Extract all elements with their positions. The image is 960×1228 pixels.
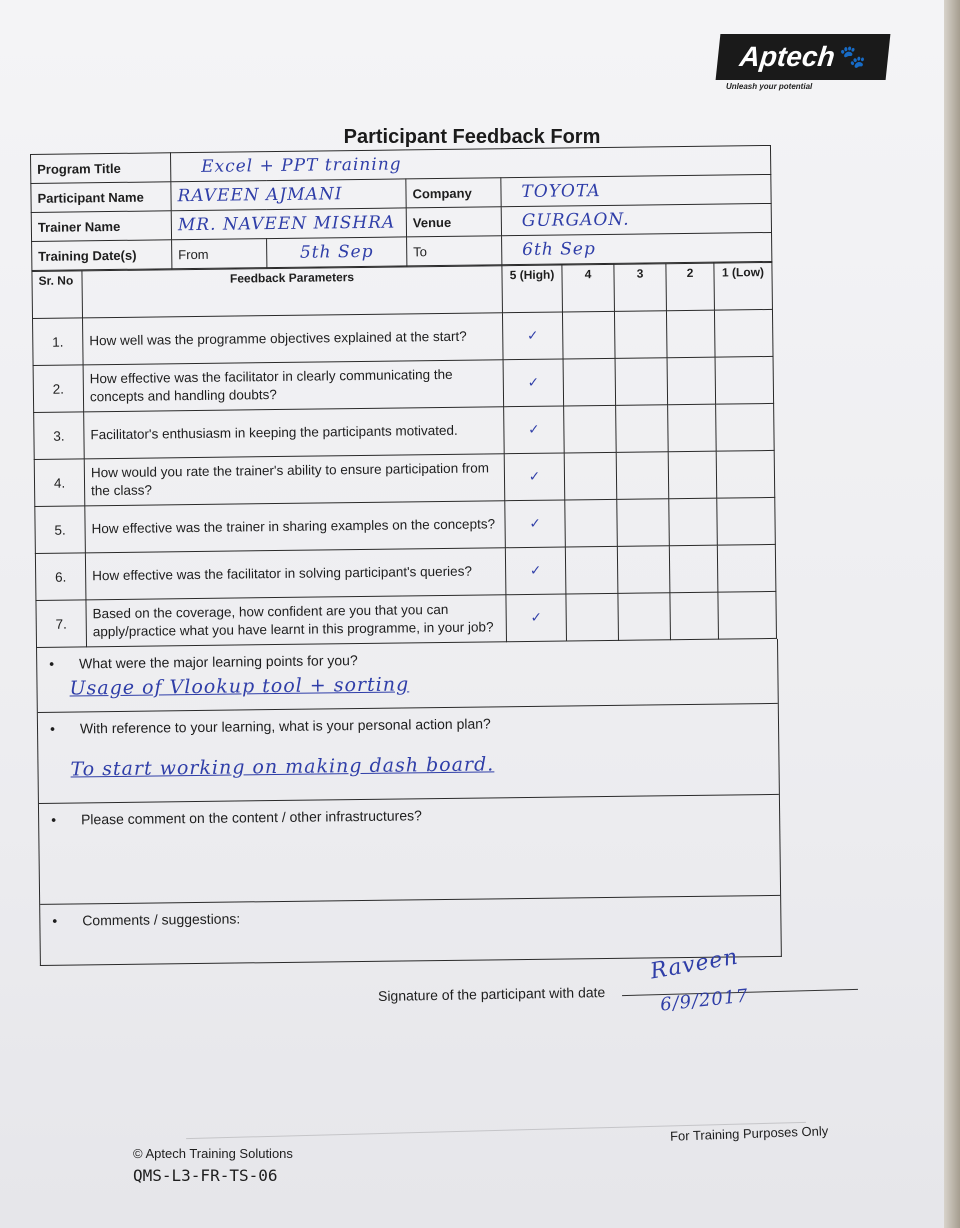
- bullet-icon: •: [49, 655, 55, 672]
- content-comment-section: [39, 795, 780, 905]
- action-plan-question: With reference to your learning, what is your personal action plan?: [79, 715, 491, 737]
- rating-cell-4[interactable]: [566, 593, 619, 641]
- feedback-question: Based on the coverage, how confident are you that you can apply/practice what you have learnt in this programme, in your job?: [86, 595, 507, 647]
- training-purpose-note: For Training Purposes Only: [669, 1123, 829, 1144]
- document-code: QMS-L3-FR-TS-06: [133, 1166, 278, 1185]
- rating-cell-5[interactable]: [505, 500, 566, 548]
- feedback-question: How effective was the facilitator in solving participant's queries?: [85, 548, 506, 600]
- check-icon: ✓: [527, 374, 540, 391]
- rating-cell-1[interactable]: [716, 450, 775, 498]
- action-plan-answer[interactable]: To start working on making dash board.: [70, 753, 495, 781]
- rating-cell-5[interactable]: [505, 547, 566, 595]
- suggestions-section: [40, 896, 781, 965]
- rating-cell-5[interactable]: [504, 406, 565, 454]
- company-value[interactable]: TOYOTA: [501, 174, 771, 206]
- rating-cell-2[interactable]: [666, 310, 715, 358]
- row-number: 7.: [36, 600, 87, 648]
- feedback-parameters-header: Feedback Parameters: [82, 266, 503, 318]
- rating-cell-3[interactable]: [616, 452, 669, 500]
- check-icon: ✓: [527, 327, 539, 344]
- participant-name-label: Participant Name: [31, 182, 171, 213]
- logo-text: Aptech: [738, 41, 837, 72]
- row-number: 3.: [34, 412, 85, 460]
- learning-points-section: [37, 639, 778, 713]
- feedback-form: [30, 145, 790, 954]
- program-title-value[interactable]: Excel + PPT training: [170, 145, 770, 181]
- signature-label: Signature of the participant with date: [377, 984, 606, 1004]
- rating-cell-2[interactable]: [668, 451, 717, 499]
- rating-cell-2[interactable]: [669, 545, 718, 593]
- rating-header-2: 2: [666, 263, 715, 311]
- rating-cell-1[interactable]: [716, 403, 775, 451]
- feedback-grid: [31, 262, 777, 648]
- rating-cell-4[interactable]: [565, 499, 618, 547]
- rating-cell-1[interactable]: [717, 497, 776, 545]
- rating-cell-1[interactable]: [718, 591, 777, 639]
- rating-cell-3[interactable]: [617, 546, 670, 594]
- check-icon: ✓: [528, 421, 540, 438]
- bullet-icon: •: [49, 720, 56, 737]
- sr-no-header: Sr. No: [32, 271, 83, 319]
- rating-cell-5[interactable]: [506, 594, 567, 642]
- feedback-row: [36, 591, 777, 647]
- check-icon: ✓: [530, 609, 542, 626]
- feedback-grid-body: [33, 309, 777, 647]
- rating-cell-3[interactable]: [614, 311, 667, 359]
- check-icon: ✓: [529, 562, 542, 579]
- feedback-question: How effective was the facilitator in clearly communicating the concepts and handling doubts?: [83, 360, 504, 412]
- rating-cell-4[interactable]: [564, 452, 617, 500]
- suggestions-question: Comments / suggestions:: [82, 910, 241, 929]
- feedback-question: How effective was the trainer in sharing examples on the concepts?: [85, 501, 506, 553]
- row-number: 6.: [35, 553, 86, 601]
- rating-cell-5[interactable]: [503, 359, 564, 407]
- rating-cell-1[interactable]: [717, 544, 776, 592]
- rating-header-5: 5 (High): [502, 265, 563, 313]
- rating-cell-1[interactable]: [714, 309, 773, 357]
- feedback-question: How well was the programme objectives explained at the start?: [83, 313, 504, 365]
- from-label: From: [172, 239, 267, 269]
- to-label: To: [407, 236, 502, 266]
- rating-cell-4[interactable]: [562, 311, 615, 359]
- feedback-question: Facilitator's enthusiasm in keeping the participants motivated.: [84, 407, 505, 459]
- info-table: [30, 145, 772, 271]
- row-number: 2.: [33, 365, 84, 413]
- check-icon: ✓: [529, 515, 541, 532]
- row-number: 1.: [33, 318, 84, 366]
- rating-header-3: 3: [614, 264, 667, 312]
- program-title-label: Program Title: [31, 153, 171, 184]
- venue-value[interactable]: GURGAON.: [501, 203, 771, 235]
- rating-cell-2[interactable]: [670, 592, 719, 640]
- training-dates-label: Training Date(s): [32, 240, 172, 271]
- paw-icon: 🐾: [837, 44, 868, 69]
- rating-cell-5[interactable]: [502, 312, 563, 360]
- learning-points-question: What were the major learning points for you?: [79, 652, 358, 672]
- rating-cell-4[interactable]: [565, 546, 618, 594]
- row-number: 4.: [34, 459, 85, 507]
- aptech-logo: [716, 34, 891, 80]
- logo-tagline: Unleash your potential: [726, 82, 813, 91]
- bullet-icon: •: [52, 912, 58, 929]
- company-label: Company: [406, 178, 501, 208]
- venue-label: Venue: [406, 207, 501, 237]
- trainer-name-value[interactable]: MR. NAVEEN MISHRA: [171, 208, 406, 240]
- background-surface: [944, 0, 960, 1228]
- feedback-question: How would you rate the trainer's ability to ensure participation from the class?: [84, 454, 505, 506]
- rating-cell-3[interactable]: [618, 593, 671, 641]
- from-date-value[interactable]: 5th Sep: [267, 237, 407, 268]
- action-plan-section: [38, 704, 779, 804]
- signature-date[interactable]: 6/9/2017: [659, 985, 750, 1016]
- row-number: 5.: [35, 506, 86, 554]
- rating-cell-5[interactable]: [504, 453, 565, 501]
- rating-cell-2[interactable]: [668, 404, 717, 452]
- rating-cell-4[interactable]: [563, 358, 616, 406]
- learning-points-answer[interactable]: Usage of Vlookup tool + sorting: [69, 673, 410, 700]
- rating-cell-3[interactable]: [616, 405, 669, 453]
- rating-cell-3[interactable]: [617, 499, 670, 547]
- content-comment-question: Please comment on the content / other infrastructures?: [80, 807, 422, 828]
- rating-cell-1[interactable]: [715, 356, 774, 404]
- trainer-name-label: Trainer Name: [31, 211, 171, 242]
- rating-header-1: 1 (Low): [714, 262, 773, 310]
- participant-name-value[interactable]: RAVEEN AJMANI: [171, 179, 406, 211]
- signature-name[interactable]: Raveen: [648, 944, 741, 985]
- form-title: Participant Feedback Form: [343, 126, 601, 148]
- open-questions: [36, 639, 782, 966]
- rating-header-4: 4: [562, 264, 615, 312]
- rating-cell-2[interactable]: [669, 498, 718, 546]
- rating-cell-2[interactable]: [667, 357, 716, 405]
- copyright-text: © Aptech Training Solutions: [133, 1146, 293, 1161]
- bullet-icon: •: [51, 811, 57, 828]
- rating-cell-4[interactable]: [564, 405, 617, 453]
- rating-cell-3[interactable]: [615, 358, 668, 406]
- to-date-value[interactable]: 6th Sep: [502, 232, 772, 264]
- check-icon: ✓: [528, 468, 541, 485]
